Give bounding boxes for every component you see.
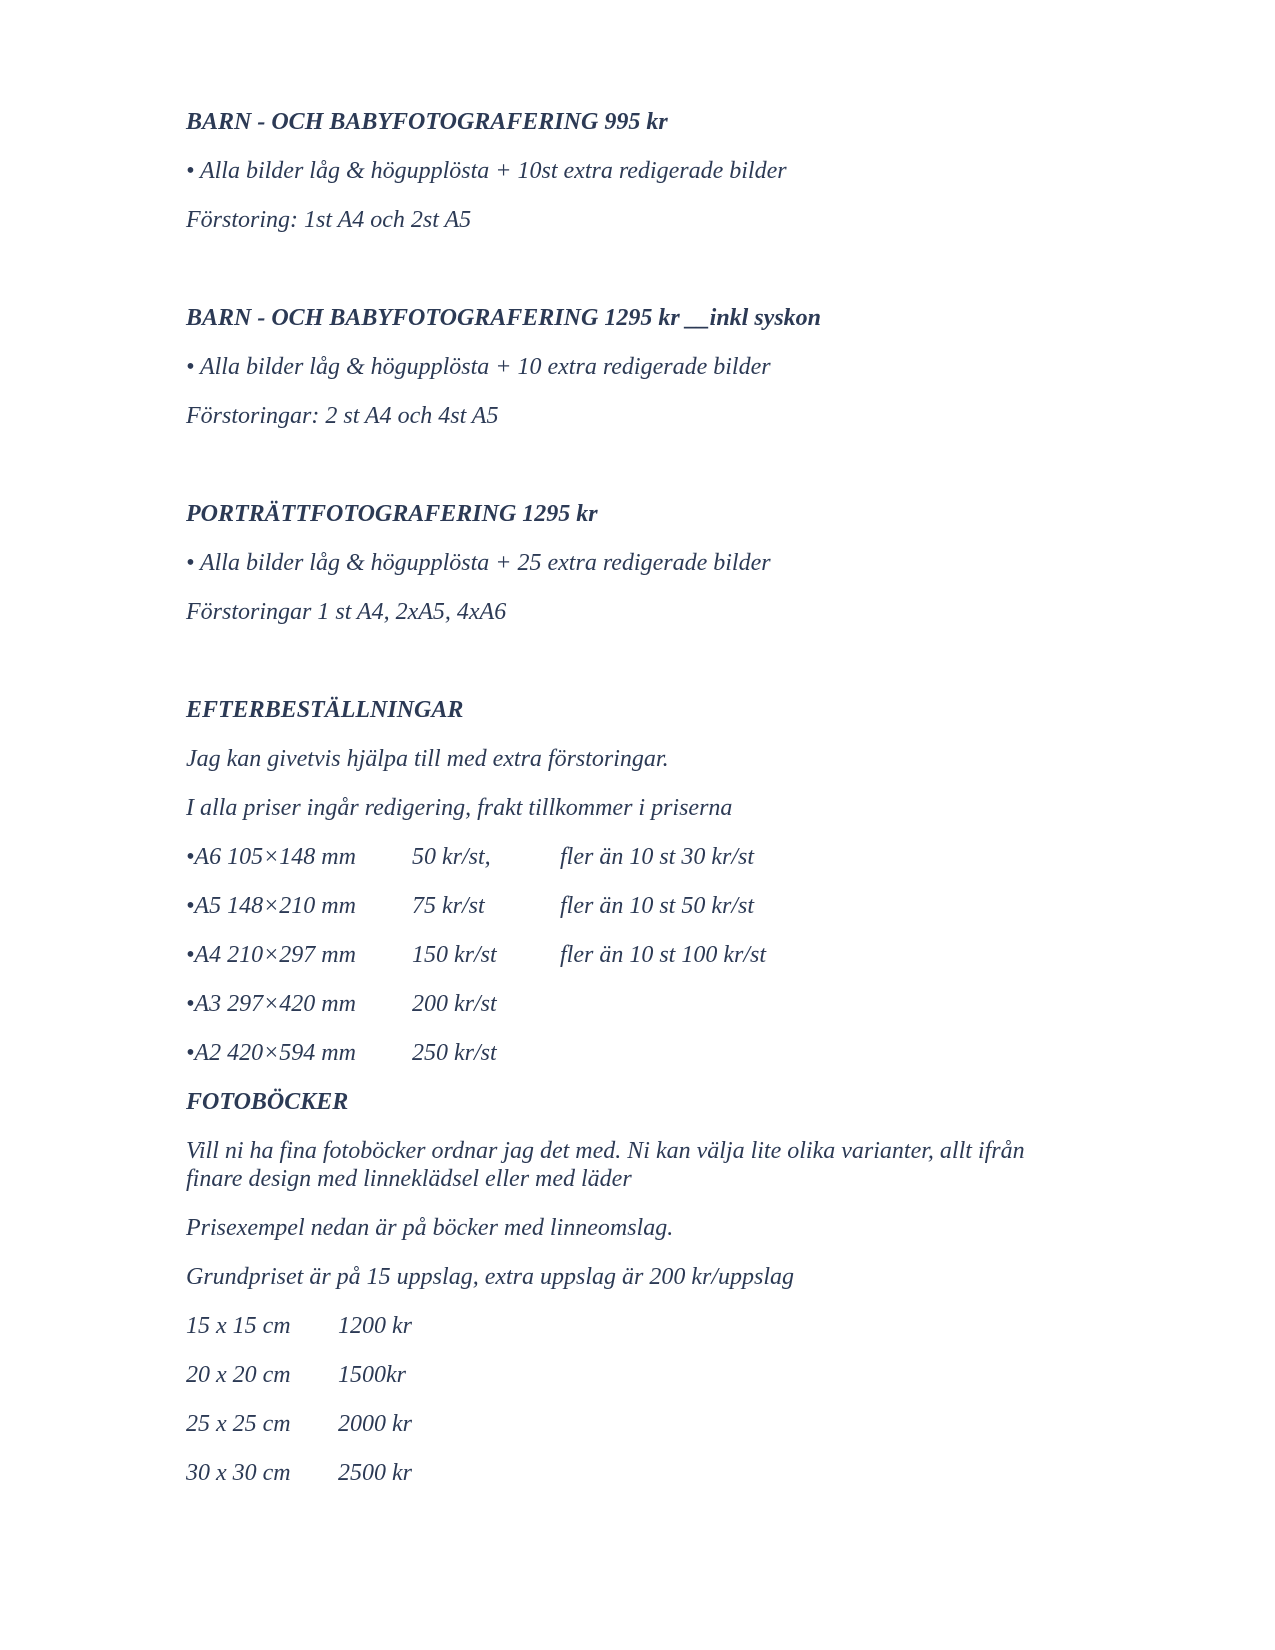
section-line: Förstoringar: 2 st A4 och 4st A5 xyxy=(186,403,499,429)
book-row-size: 15 x 15 cm xyxy=(186,1313,291,1339)
section-line: Förstoring: 1st A4 och 2st A5 xyxy=(186,207,472,233)
section-title-reorders: EFTERBESTÄLLNINGAR xyxy=(186,697,464,723)
price-row-size: •A4 210×297 mm xyxy=(186,942,356,968)
price-row-price: 200 kr/st xyxy=(412,991,497,1017)
section-title-photobooks: FOTOBÖCKER xyxy=(186,1089,349,1115)
book-row-price: 2000 kr xyxy=(338,1411,412,1437)
price-row-size: •A3 297×420 mm xyxy=(186,991,356,1017)
book-row-size: 25 x 25 cm xyxy=(186,1411,291,1437)
book-row-size: 30 x 30 cm xyxy=(186,1460,291,1486)
price-row-bulk: fler än 10 st 30 kr/st xyxy=(560,844,755,870)
section-title-baby-995: BARN - OCH BABYFOTOGRAFERING 995 kr xyxy=(186,109,668,135)
book-row-size: 20 x 20 cm xyxy=(186,1362,291,1388)
section-line: • Alla bilder låg & högupplösta + 10 extra redigerade bilder xyxy=(186,354,771,380)
section-line: finare design med linneklädsel eller med läder xyxy=(186,1166,632,1192)
section-line: • Alla bilder låg & högupplösta + 25 extra redigerade bilder xyxy=(186,550,771,576)
section-line: Grundpriset är på 15 uppslag, extra uppslag är 200 kr/uppslag xyxy=(186,1264,795,1290)
section-line: Prisexempel nedan är på böcker med linneomslag. xyxy=(186,1215,674,1241)
section-line: I alla priser ingår redigering, frakt tillkommer i priserna xyxy=(186,795,733,821)
price-row-size: •A2 420×594 mm xyxy=(186,1040,356,1066)
section-title-baby-1295: BARN - OCH BABYFOTOGRAFERING 1295 kr __inkl syskon xyxy=(186,305,822,331)
book-row-price: 1500kr xyxy=(338,1362,406,1388)
price-row-price: 150 kr/st xyxy=(412,942,497,968)
price-row-size: •A6 105×148 mm xyxy=(186,844,356,870)
section-line: Vill ni ha fina fotoböcker ordnar jag det med. Ni kan välja lite olika varianter, allt ifrån xyxy=(186,1138,1025,1164)
book-row-price: 1200 kr xyxy=(338,1313,412,1339)
section-title-portrait: PORTRÄTTFOTOGRAFERING 1295 kr xyxy=(186,501,598,527)
price-row-bulk: fler än 10 st 100 kr/st xyxy=(560,942,767,968)
section-line: Jag kan givetvis hjälpa till med extra förstoringar. xyxy=(186,746,669,772)
price-row-price: 250 kr/st xyxy=(412,1040,497,1066)
price-row-price: 75 kr/st xyxy=(412,893,485,919)
price-row-price: 50 kr/st, xyxy=(412,844,491,870)
book-row-price: 2500 kr xyxy=(338,1460,412,1486)
price-row-size: •A5 148×210 mm xyxy=(186,893,356,919)
price-row-bulk: fler än 10 st 50 kr/st xyxy=(560,893,755,919)
section-line: • Alla bilder låg & högupplösta + 10st extra redigerade bilder xyxy=(186,158,787,184)
section-line: Förstoringar 1 st A4, 2xA5, 4xA6 xyxy=(186,599,507,625)
